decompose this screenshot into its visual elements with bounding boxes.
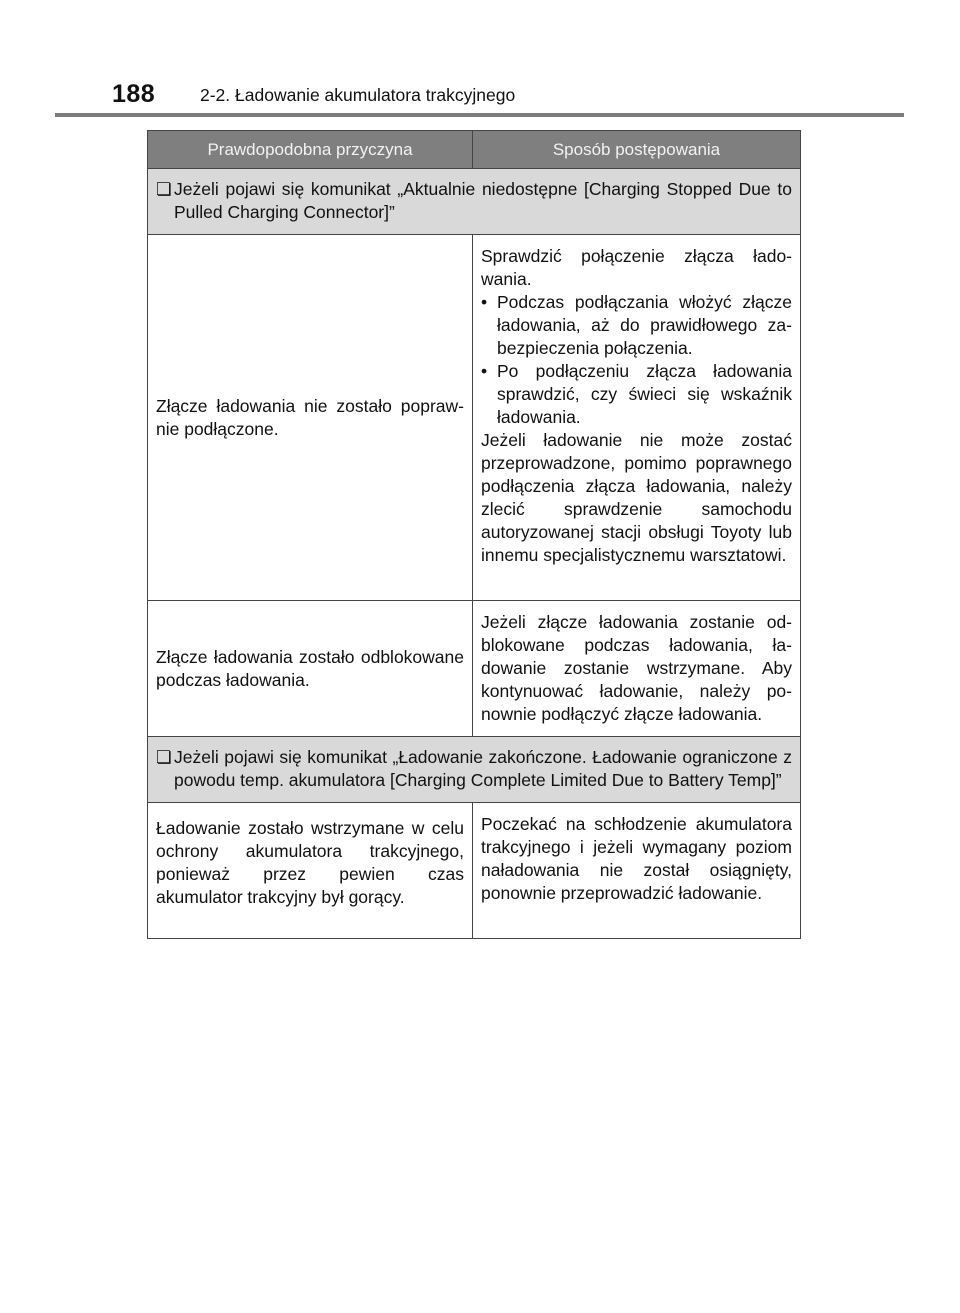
section-title: 2-2. Ładowanie akumulatora trakcyjnego <box>200 85 516 105</box>
remedy-cell <box>473 803 801 939</box>
remedy-intro: Sprawdzić połączenie złącza ładowania. <box>481 246 792 289</box>
table-row <box>148 803 801 939</box>
bullet-icon: • <box>481 361 488 381</box>
cause-cell: Złącze ładowania nie zostało poprawnie podłączone. <box>148 235 473 601</box>
column-header-remedy: Sposób postępowania <box>473 131 801 169</box>
list-item <box>481 291 792 360</box>
header-rule <box>55 113 904 117</box>
table-header-row <box>148 131 801 169</box>
bullet-icon: • <box>481 292 488 312</box>
page-number: 188 <box>112 80 156 108</box>
table-row <box>148 601 801 737</box>
condition-cell <box>148 737 801 803</box>
cause-cell: Ładowanie zostało wstrzymane w celu ochrony akumulatora trakcyjnego, ponieważ przez pewien czas akumulator trakcyjny był gorący. <box>148 803 473 939</box>
condition-cell <box>148 169 801 235</box>
condition-text: Jeżeli pojawi się komunikat „Aktualnie niedostępne [Charging Stopped Due to Pulled Charging Connector]” <box>174 179 792 222</box>
checkbox-square-icon: ❏ <box>156 747 172 767</box>
bullet-text: Po podłączeniu złącza ładowania sprawdzić, czy świeci się wskaźnik ładowania. <box>497 361 792 427</box>
condition-row <box>148 169 801 235</box>
remedy-cell <box>473 235 801 601</box>
page-header <box>112 80 904 114</box>
checkbox-square-icon: ❏ <box>156 179 172 199</box>
list-item <box>481 360 792 429</box>
condition-row <box>148 737 801 803</box>
remedy-intro: Poczekać na schłodzenie akumulatora trakcyjnego i jeżeli wymagany poziom naładowania nie został osiągnięty, ponownie przeprowadzić ładowanie. <box>481 814 792 903</box>
remedy-outro: Jeżeli ładowanie nie może zostać przeprowadzone, pomimo poprawnego podłączenia złącza ładowania, należy zlecić sprawdzenie samochodu autoryzowanej stacji obsługi Toyoty lub innemu specjalistycznemu warsztatowi. <box>481 430 792 565</box>
remedy-intro: Jeżeli złącze ładowania zostanie odblokowane podczas ładowania, ładowanie zostanie wstrzymane. Aby kontynuować ładowanie, należy ponownie podłączyć złącze ładowania. <box>481 612 792 724</box>
condition-text: Jeżeli pojawi się komunikat „Ładowanie zakończone. Ładowanie ograniczone z powodu temp. akumulatora [Charging Complete Limited Due to Battery Temp]” <box>174 747 792 790</box>
cause-cell: Złącze ładowania zostało odblokowane podczas ładowania. <box>148 601 473 737</box>
troubleshooting-table <box>147 130 801 939</box>
bullet-text: Podczas podłączania włożyć złącze ładowania, aż do prawidłowego zabezpieczenia połączenia. <box>497 292 792 358</box>
column-header-cause: Prawdopodobna przyczyna <box>148 131 473 169</box>
table-row <box>148 235 801 601</box>
remedy-cell <box>473 601 801 737</box>
